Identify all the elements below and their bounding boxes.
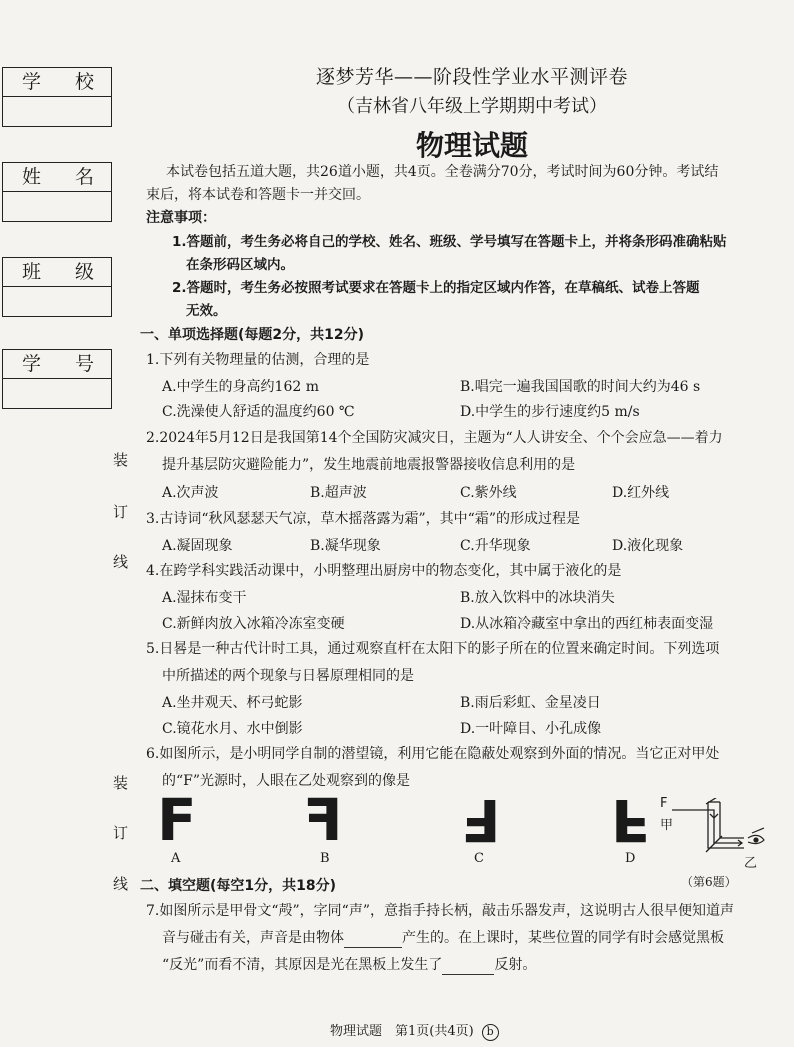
fig-label-yi: 乙 <box>744 856 758 871</box>
periscope-diagram <box>672 798 782 860</box>
q4-option-c[interactable]: C.新鲜肉放入冰箱冷冻室变硬 <box>162 616 345 632</box>
q6-label-d: D <box>625 851 636 866</box>
q5-option-c[interactable]: C.镜花水月、水中倒影 <box>162 721 303 737</box>
binding-mark: 线 <box>113 553 129 571</box>
q2-option-d[interactable]: D.红外线 <box>612 485 670 501</box>
q1-option-c[interactable]: C.洗澡使人舒适的温度约60 ℃ <box>162 404 355 420</box>
q2-option-c[interactable]: C.紫外线 <box>460 485 517 501</box>
fig-caption: （第6题） <box>681 875 737 889</box>
note-2-line-2: 无效。 <box>186 303 227 319</box>
question-5-stem-line-2: 中所描述的两个现象与日晷原理相同的是 <box>162 668 414 684</box>
section-2-heading: 二、填空题(每空1分，共18分) <box>140 878 337 894</box>
intro-line-2: 束后，将本试卷和答题卡一并交回。 <box>146 187 370 203</box>
q4-option-a[interactable]: A.湿抹布变干 <box>162 590 247 606</box>
q7-blank-1[interactable] <box>344 947 402 948</box>
note-2-line-1: 2.答题时，考生务必按照考试要求在答题卡上的指定区域内作答，在草稿纸、试卷上答题 <box>172 280 700 296</box>
student-id-label: 学 号 <box>3 350 111 379</box>
q6-image-c[interactable]: F <box>461 786 501 854</box>
school-label: 学 校 <box>3 68 111 97</box>
q2-option-b[interactable]: B.超声波 <box>310 485 367 501</box>
q2-option-a[interactable]: A.次声波 <box>162 485 219 501</box>
q7-blank-2[interactable] <box>442 974 494 975</box>
q3-option-c[interactable]: C.升华现象 <box>460 538 531 554</box>
q6-label-b: B <box>320 851 330 866</box>
question-7-line-1: 7.如图所示是甲骨文“殸”，字同“声”，意指手持长柄，敲击乐器发声，这说明古人很早便知道声 <box>146 903 734 919</box>
q5-option-a[interactable]: A.坐井观天、杯弓蛇影 <box>162 695 303 711</box>
q3-option-b[interactable]: B.凝华现象 <box>310 538 381 554</box>
question-6-stem-line-2: 的“F”光源时，人眼在乙处观察到的像是 <box>162 773 411 789</box>
intro-line-1: 本试卷包括五道大题，共26道小题，共4页。全卷满分70分，考试时间为60分钟。考试结 <box>166 164 719 180</box>
fig-label-f: F <box>660 796 668 811</box>
q3-option-a[interactable]: A.凝固现象 <box>162 538 233 554</box>
q4-option-d[interactable]: D.从冰箱冷藏室中拿出的西红柿表面变湿 <box>460 616 714 632</box>
q1-option-d[interactable]: D.中学生的步行速度约5 m/s <box>460 404 640 420</box>
exam-subtitle: （吉林省八年级上学期期中考试） <box>337 96 607 117</box>
q6-image-d[interactable]: F <box>611 786 651 854</box>
q5-option-b[interactable]: B.雨后彩虹、金星凌日 <box>460 695 601 711</box>
note-1-line-2: 在条形码区域内。 <box>186 257 294 273</box>
q5-option-d[interactable]: D.一叶障目、小孔成像 <box>460 721 602 737</box>
school-field[interactable] <box>2 67 112 127</box>
question-7-line-2: 音与碰击有关，声音是由物体 产生的。在上课时，某些位置的同学有时会感觉黑板 <box>162 930 724 946</box>
question-5-stem-line-1: 5.日晷是一种古代计时工具，通过观察直杆在太阳下的影子所在的位置来确定时间。下列选项 <box>146 641 720 657</box>
binding-mark: 装 <box>113 451 129 469</box>
q6-label-c: C <box>474 851 484 866</box>
page-title: 物理试题 <box>415 129 528 162</box>
section-1-heading: 一、单项选择题(每题2分，共12分) <box>140 327 365 343</box>
footer-text: 物理试题 第1页(共4页) <box>330 1024 474 1039</box>
student-id-field[interactable] <box>2 349 112 409</box>
class-field[interactable] <box>2 257 112 317</box>
class-label: 班 级 <box>3 258 111 287</box>
fig-label-jia: 甲 <box>660 818 674 833</box>
binding-mark: 订 <box>113 503 129 521</box>
notes-heading: 注意事项： <box>146 210 216 226</box>
name-label: 姓 名 <box>3 163 111 192</box>
version-badge: b <box>482 1024 499 1041</box>
question-6-stem-line-1: 6.如图所示，是小明同学自制的潜望镜，利用它能在隐蔽处观察到外面的情况。当它正对甲处 <box>146 746 720 762</box>
q1-option-a[interactable]: A.中学生的身高约162 m <box>162 379 320 395</box>
question-3-stem: 3.古诗词“秋风瑟瑟天气凉，草木摇落露为霜”，其中“霜”的形成过程是 <box>146 511 580 527</box>
question-4-stem: 4.在跨学科实践活动课中，小明整理出厨房中的物态变化，其中属于液化的是 <box>146 563 622 579</box>
q6-image-b[interactable]: F <box>303 786 343 854</box>
q3-option-d[interactable]: D.液化现象 <box>612 538 684 554</box>
name-field[interactable] <box>2 162 112 222</box>
binding-mark: 线 <box>113 875 129 893</box>
exam-series-title: 逐梦芳华——阶段性学业水平测评卷 <box>315 66 628 88</box>
note-1-line-1: 1.答题前，考生务必将自己的学校、姓名、班级、学号填写在答题卡上，并将条形码准确粘贴 <box>172 234 727 250</box>
question-7-line-3: “反光”而看不清，其原因是光在黑板上发生了 反射。 <box>162 957 537 973</box>
page-footer <box>330 1020 499 1041</box>
q6-label-a: A <box>171 851 181 866</box>
binding-mark: 订 <box>113 824 129 842</box>
q1-option-b[interactable]: B.唱完一遍我国国歌的时间大约为46 s <box>460 379 701 395</box>
question-2-stem-line-1: 2.2024年5月12日是我国第14个全国防灾减灾日，主题为“人人讲安全、个个会应急——着力 <box>146 430 723 446</box>
q4-option-b[interactable]: B.放入饮料中的冰块消失 <box>460 590 615 606</box>
q6-image-a[interactable]: F <box>157 786 197 854</box>
question-1-stem: 1.下列有关物理量的估测，合理的是 <box>146 352 370 368</box>
binding-mark: 装 <box>113 774 129 792</box>
question-2-stem-line-2: 提升基层防灾避险能力”，发生地震前地震报警器接收信息利用的是 <box>162 457 576 473</box>
